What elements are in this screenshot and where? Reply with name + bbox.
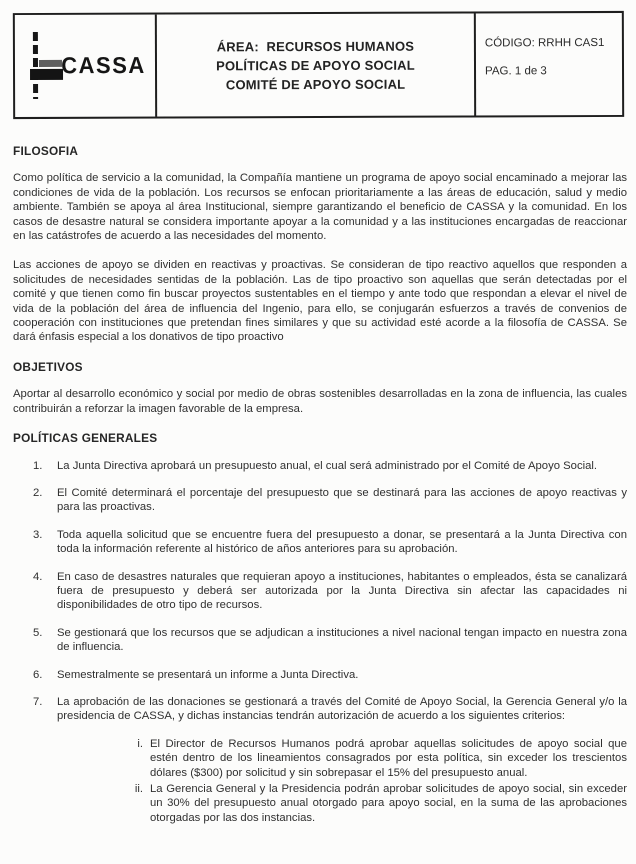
policy-sublist bbox=[125, 737, 627, 825]
logo-bar-top bbox=[39, 60, 62, 67]
page-number: PAG. 1 de 3 bbox=[485, 65, 547, 78]
policy-item-text: Se gestionará que los recursos que se adjudican a instituciones a nivel nacional tengan impacto en nuestra zona de influencia. bbox=[57, 626, 627, 654]
policy-subitem-text: La Gerencia General y la Presidencia podrán aprobar solicitudes de apoyo social, sin exceder un 30% del presupuesto anual otorgado para apoyo social, en la suma de las aprobaciones otorgadas por las dos instancias. bbox=[150, 783, 627, 824]
document-code: CÓDIGO: RRHH CAS1 bbox=[484, 37, 605, 50]
section-heading-politicas-generales: POLÍTICAS GENERALES bbox=[13, 431, 158, 446]
logo-cell bbox=[15, 15, 157, 117]
document-header-table bbox=[13, 11, 624, 119]
document-title-line-2: POLÍTICAS DE APOYO SOCIAL bbox=[216, 57, 415, 73]
policy-item-number: 3. bbox=[33, 528, 43, 541]
policy-item-number: 5. bbox=[33, 626, 43, 639]
objetivos-paragraph: Aportar al desarrollo económico y social por medio de obras sostenibles desarrolladas en la zona de influencia, las cuales contribuirán a reforzar la imagen favorable de la empresa. bbox=[13, 388, 627, 415]
policy-subitem-text: El Director de Recursos Humanos podrá aprobar aquellas solicitudes de apoyo social que estén dentro de los lineamientos consagrados por esta política, sin exceder los trescientos dólares ($300) por solicitud y sin sobrepasar el 15% del presupuesto anual. bbox=[150, 737, 627, 779]
document-title-line-3: COMITÉ DE APOYO SOCIAL bbox=[225, 76, 406, 92]
document-body bbox=[13, 144, 627, 827]
policy-item-1 bbox=[33, 459, 627, 473]
logo-dashed-line bbox=[33, 32, 38, 99]
policy-item-3 bbox=[33, 528, 627, 557]
policy-item-5 bbox=[33, 626, 627, 655]
policy-list bbox=[33, 459, 627, 828]
logo-bar-bottom bbox=[30, 69, 63, 80]
policy-item-number: 6. bbox=[33, 668, 43, 681]
policy-item-number: 7. bbox=[33, 695, 43, 708]
company-logo bbox=[24, 29, 146, 103]
policy-item-text: Toda aquella solicitud que se encuentre fuera del presupuesto a donar, se presentará a la Junta Directiva con toda la información referente al histórico de años anteriores para su aprobación. bbox=[57, 528, 627, 556]
policy-item-text: En caso de desastres naturales que requieran apoyo a instituciones, habitantes o empleados, ésta se canalizará fuera de presupuesto y deberá ser autorizada por la Junta Directiva sin afectar las capacidades ni disponibilidades de otro tipo de recursos. bbox=[57, 570, 627, 612]
policy-item-text: El Comité determinará el porcentaje del presupuesto que se destinará para las acciones de apoyo reactivas y para las proactivas. bbox=[57, 486, 627, 514]
policy-subitem-i bbox=[125, 737, 627, 780]
policy-item-number: 4. bbox=[33, 570, 43, 583]
policy-item-number: 2. bbox=[33, 486, 43, 499]
filosofia-paragraph-1: Como política de servicio a la comunidad, la Compañía mantiene un programa de apoyo social encaminado a mejorar las condiciones de vida de la población. Los recursos se enfocan prioritariamente a las áreas de educación, salud y medio ambiente. También se apoya al área Institucional, siempre garantizando el beneficio de CASSA y la comunidad. En los casos de desastre natural se considera importante apoyar a la comunidad y a las instituciones encargadas de reaccionar en las catástrofes de acuerdo a las necesidades del momento. bbox=[13, 172, 627, 243]
policy-item-6 bbox=[33, 668, 627, 682]
policy-item-text: La Junta Directiva aprobará un presupuesto anual, el cual será administrado por el Comité de Apoyo Social. bbox=[57, 459, 598, 472]
title-cell bbox=[157, 13, 474, 116]
policy-item-2 bbox=[33, 486, 627, 515]
policy-item-number: 1. bbox=[33, 459, 43, 472]
code-cell bbox=[474, 13, 622, 116]
filosofia-paragraph-2: Las acciones de apoyo se dividen en reactivas y proactivas. Se consideran de tipo reactivo aquellos que responden a solicitudes de necesidades sentidas de la población. Las de tipo proactivo son aquellas que serán detectadas por el comité y que tienen como fin buscar proyectos sustentables en el tiempo y ante todo que respondan a elevar el nivel de vida de la población del área de influencia del Ingenio, para ello, se conjugarán esfuerzos a través de convenios de cooperación con instituciones que pretendan fines similares y que su actividad esté acorde a la filosofía de CASSA. Se dará énfasis especial a los donativos de tipo proactivo bbox=[13, 259, 627, 344]
policy-subitem-number: i. bbox=[137, 737, 143, 750]
section-heading-filosofia: FILOSOFIA bbox=[13, 144, 79, 158]
policy-item-text: Semestralmente se presentará un informe a Junta Directiva. bbox=[57, 668, 359, 681]
section-heading-objetivos: OBJETIVOS bbox=[13, 359, 83, 374]
policy-item-4 bbox=[33, 570, 627, 613]
policy-subitem-ii bbox=[125, 782, 627, 825]
cassa-logo-icon bbox=[24, 29, 60, 103]
policy-subitem-number: ii. bbox=[134, 783, 143, 795]
policy-item-7-body bbox=[57, 695, 627, 827]
policy-item-text: La aprobación de las donaciones se gestionará a través del Comité de Apoyo Social, la Gerencia General y/o la presidencia de CASSA, y dichas instancias tendrán autorización de acuerdo a los siguientes criterios: bbox=[57, 695, 627, 723]
document-title-line-1: ÁREA: RECURSOS HUMANOS bbox=[216, 38, 415, 54]
policy-item-7 bbox=[33, 695, 627, 827]
logo-text: CASSA bbox=[61, 51, 146, 79]
